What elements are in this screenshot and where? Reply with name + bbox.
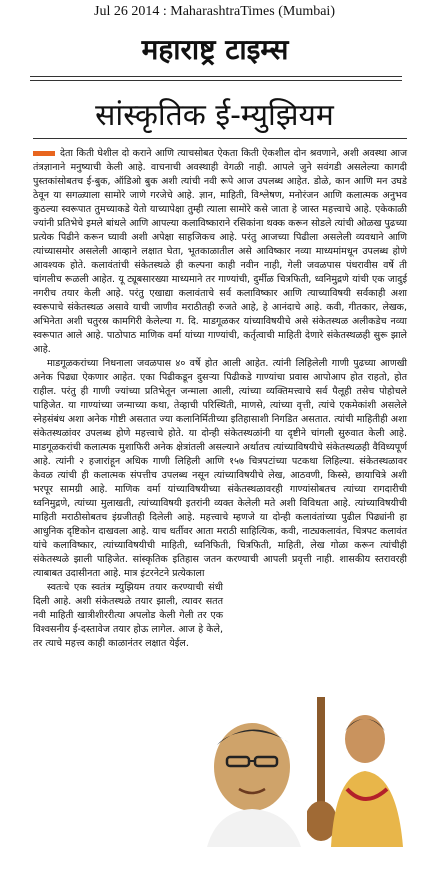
portrait-madgulkar-photo <box>197 707 307 847</box>
article-paragraph-1: देता किती घेशील दो कराने आणि त्याचसोबत ऐकता किती ऐकशील दोन श्रवणाने, अशी अवस्था आज तंत्रज्ञानाने मनुष्याची केली आहे. वाचनाची अवस्थाही वेगळी नाही. आपले जुने सवंगडी असलेल्या कागदी पुस्तकांसोबतच ई-बुक, ऑडिओ बुक अशी त्यांची नवी रूपे आज उपलब्ध आहेत. डोळे, कान आणि मन उघडे ठेवून या सगळ्याला सामोरे जाणे गरजेचे आहे. ज्ञान, माहिती, विश्लेषण, मनोरंजन आणि कलात्मक अनुभव कुठल्या स्वरूपात तुमच्याकडे येतो याच्यापेक्षा तुम्ही त्याला सामोरे कसे जाता हे जास्त महत्त्वाचे आहे. एकेकाळी ज्यांनी प्रतिभेचे इमले बांधले आणि आपल्या कलाविष्काराने रसिकांना थक्क करून सोडले त्यांची ओळख पुढच्या प्रत्येक पिढीने करून घ्यावी अशी अपेक्षा साहजिकच आहे. परंतु आजच्या पिढीला असलेली व्यवधाने आणि त्यांच्यासमोर असलेली आव्हाने लक्षात घेता, भूतकाळातील असे आविष्कार नव्या माध्यमांमधून उपलब्ध होणे आवश्यक होते. कलावंतांची संकेतस्थळे ही कल्पना काही नवीन नाही, गेली जवळपास पंधरावीस वर्षे ती चांगलीच रूळली आहेत. यू ट्यूबसारख्या माध्यमाने तर गाण्यांची, दुर्मीळ चित्रफिती, ध्वनिमुद्रणे यांची एक जादुई नगरीच तयार केली आहे. परंतु एखाद्या कलावंताचे सर्व कलाविष्कार आणि त्याच्याविषयी सर्वकाही अशा स्वरूपाचे संकेतस्थळ असावे याची जाणीव मराठीतही रुजते आहे, हे आनंदाचे आहे. कवी, गीतकार, लेखक, अभिनेता अशी चतुरस्र कामगिरी केलेल्या ग. दि. माडगूळकर यांच्याविषयीचे असे संकेतस्थळ अलीकडेच नव्या स्वरूपात आले आहे. पाठोपाठ माणिक वर्मा यांच्या गाण्यांची, कर्तृत्वाची माहिती देणारे संकेतस्थळही सुरू झाले आहे. <box>33 148 407 355</box>
masthead-title: महाराष्ट्र टाइम्स <box>141 33 289 66</box>
article-paragraph-2: माडगूळकरांच्या निधनाला जवळपास ४० वर्षे होत आली आहेत. त्यांनी लिहिलेली गाणी पुढच्या आणखी अनेक पिढ्या ऐकणार आहेत. एका पिढीकडून दुसऱ्या पिढीकडे गाण्यांचा प्रवास आपोआप होत राहतो, होत राहील. परंतु ही गाणी ज्यांच्या प्रतिभेतून जन्माला आली, त्यांच्या व्यक्तिमत्त्वाचे सर्व पैलूही तसेच पोहोचले पाहिजेत. या गाण्यांच्या जन्माच्या कथा, तेव्हाची परिस्थिती, माणसे, त्यांच्या वृत्ती, त्यांचे एकमेकांशी असलेले स्नेहसंबंध अशा अनेक गोष्टी असतात ज्या कलानिर्मितीच्या इतिहासाशी निगडित असतात. त्यांची माहितीही अशा संकेतस्थळांवर उपलब्ध होणे महत्त्वाचे होते. या दोन्ही संकेतस्थळांनी या दृष्टीने चांगली सुरुवात केली आहे. माडगूळकरांची कलात्मक मुशाफिरी अनेक क्षेत्रांतली असल्याने अर्थातच त्यांच्याविषयीचे संकेतस्थळही वैविध्यपूर्ण आहे. त्यांनी २ हजारांहून अधिक गाणी लिहिली आणि १५७ चित्रपटांच्या पटकथा लिहिल्या. संकेतस्थळावर केवळ त्यांची ही कलात्मक संपत्तीच उपलब्ध नसून त्यांच्याविषयीचे लेख, आठवणी, किस्से, छायाचित्रे अशी भरपूर सामग्री आहे. माणिक वर्मा यांच्याविषयीच्या संकेतस्थळावरही गाण्यांसोबतच त्यांच्या रागदारीची ध्वनिमुद्रणे, त्यांच्या मुलाखती, त्यांच्याविषयी इतरांनी व्यक्त केलेली मते अशी विविधता आहे. त्यांच्याविषयीची माहिती मराठीसोबतच इंग्रजीतही दिलेली आहे. महत्त्वाचे म्हणजे या दोन्ही कलावंतांच्या पुढील पिढ्यांनी हा आधुनिक दृष्टिकोन दाखवला आहे. याच धर्तीवर आता मराठी साहित्यिक, कवी, नाट्यकलावंत, चित्रपट कलावंत यांचे कलाविष्कार, त्यांच्याविषयीची माहिती, ध्वनिफिती, चित्रफिती, माहिती, लेख गोळा करून त्यांचीही संकेतस्थळे झाली पाहिजेत. सांस्कृतिक इतिहास जतन करण्याची आपली प्रवृत्ती नाही. शासकीय स्तरावरही त्याबाबत उदासीनता आहे. मात्र इंटरनेटने प्रत्येकाला <box>33 358 407 579</box>
header-rule-top <box>30 76 402 77</box>
article-headline: सांस्कृतिक ई-म्युझियम <box>95 98 334 133</box>
article-body <box>33 147 407 651</box>
article-paragraph-3: स्वतःचे एक स्वतंत्र म्युझियम तयार करण्याची संधी दिली आहे. अशी संकेतस्थळे तयार झाली, त्यावर सतत नवी माहिती खात्रीशीररीत्या अपलोड केली गेली तर एक विश्वसनीय ई-दस्तावेज तयार होऊ लागेल. आज हे केले, तर त्याचे महत्त्व काही काळानंतर लक्षात येईल. <box>33 582 223 649</box>
dateline: Jul 26 2014 : MaharashtraTimes (Mumbai) <box>94 4 335 19</box>
masthead-logo <box>80 32 350 66</box>
accent-bar <box>33 151 55 156</box>
portrait-manik-varma-photo <box>307 697 407 847</box>
header-rule-bottom <box>30 80 402 81</box>
headline-rule <box>33 138 407 139</box>
